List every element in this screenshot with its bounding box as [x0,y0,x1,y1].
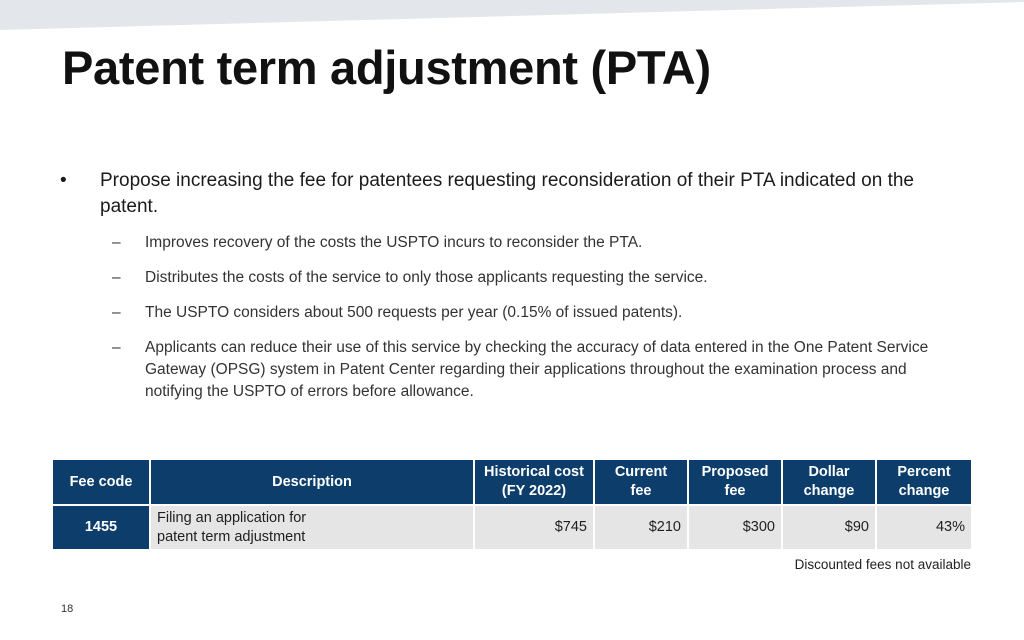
header-percent-change [877,460,971,504]
table-row [53,506,971,549]
percent-change-cell: 43% [877,506,971,549]
dollar-change-cell: $90 [783,506,875,549]
sub-bullet [60,267,960,289]
top-decorative-band [0,0,1024,30]
header-current-fee-line2: fee [630,483,652,499]
header-fee-code-label: Fee code [69,473,133,490]
top-band-shape [0,0,1024,30]
page-number: 18 [61,603,74,615]
header-proposed-fee-line2: fee [724,483,746,499]
header-historical-cost-line2: (FY 2022) [501,483,567,499]
dash-marker: – [112,234,121,251]
slide-title: Patent term adjustment (PTA) [62,41,711,94]
description-line1: Filing an application for [157,509,307,526]
table-header-row [53,460,971,504]
fee-code-cell: 1455 [53,506,149,549]
main-bullet [60,168,960,220]
sub-bullet [60,232,960,254]
header-percent-change-line2: change [898,483,950,499]
header-current-fee-line1: Current [614,464,668,480]
current-fee-cell: $210 [595,506,687,549]
slide-content [60,168,960,416]
sub-bullet-list [60,232,960,403]
header-proposed-fee [689,460,781,504]
fee-table [51,458,973,551]
description-cell [151,506,473,549]
sub-bullet [60,337,960,403]
header-proposed-fee-line1: Proposed [701,464,769,480]
table-footnote: Discounted fees not available [794,557,971,572]
sub-bullet-text: Distributes the costs of the service to only those applicants requesting the service. [145,269,708,286]
historical-cost-cell: $745 [475,506,593,549]
sub-bullet [60,302,960,324]
sub-bullet-text: The USPTO considers about 500 requests per year (0.15% of issued patents). [145,304,683,321]
bullet-marker: • [60,170,67,191]
header-dollar-change-line2: change [803,483,855,499]
dash-marker: – [112,269,121,286]
sub-bullet-text: Improves recovery of the costs the USPTO incurs to reconsider the PTA. [145,234,643,251]
header-historical-cost-line1: Historical cost [484,464,584,480]
header-description [151,460,473,504]
description-line2: patent term adjustment [157,528,306,545]
header-description-label: Description [272,473,352,490]
header-dollar-change [783,460,875,504]
main-bullet-text: Propose increasing the fee for patentees requesting reconsideration of their PTA indicated on the patent. [100,170,914,217]
header-percent-change-line1: Percent [897,464,951,480]
dash-marker: – [112,339,121,356]
proposed-fee-cell: $300 [689,506,781,549]
header-dollar-change-line1: Dollar [808,464,850,480]
header-current-fee [595,460,687,504]
header-fee-code [53,460,149,504]
header-historical-cost [475,460,593,504]
dash-marker: – [112,304,121,321]
sub-bullet-text: Applicants can reduce their use of this service by checking the accuracy of data entered in the One Patent Service Gateway (OPSG) system in Patent Center regarding their applications throughout the examination process and notifying the USPTO of errors before allowance. [145,339,929,400]
